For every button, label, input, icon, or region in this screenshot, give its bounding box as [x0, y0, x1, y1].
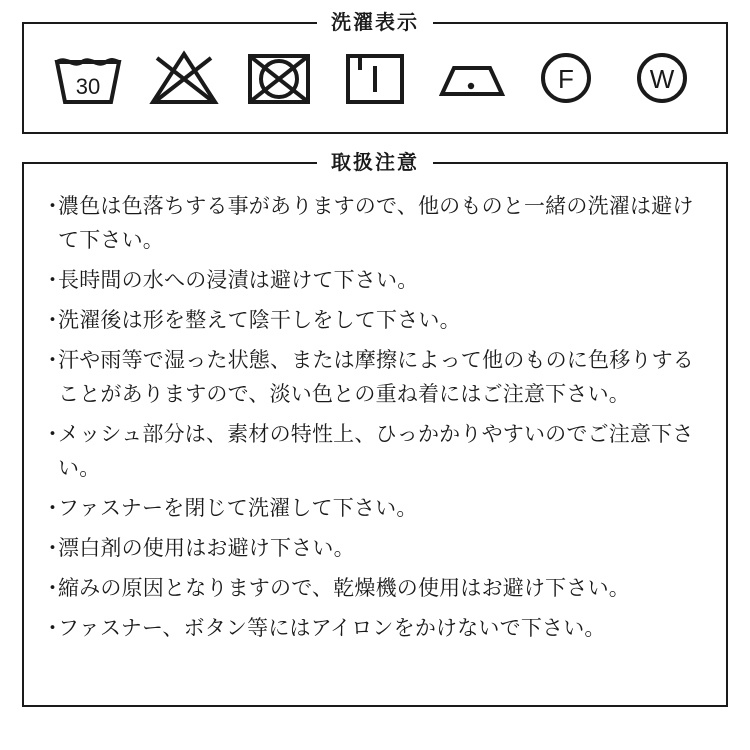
handling-notes-title: 取扱注意 — [317, 149, 433, 177]
list-item-text: メッシュ部分は、素材の特性上、ひっかかりやすいのでご注意下さい。 — [58, 423, 694, 481]
list-item — [42, 344, 710, 412]
list-item-text: ファスナーを閉じて洗濯して下さい。 — [58, 497, 418, 521]
handling-notes-list — [42, 190, 710, 646]
list-bullet: ・ — [42, 537, 64, 561]
list-item — [42, 572, 710, 606]
list-item — [42, 492, 710, 526]
list-item — [42, 190, 710, 258]
handling-notes-panel — [22, 152, 728, 707]
list-item-text: 洗濯後は形を整えて陰干しをして下さい。 — [58, 309, 461, 333]
list-item-text: 汗や雨等で湿った状態、または摩擦によって他のものに色移りすることがありますので、淡い色との重ね着にはご注意下さい。 — [58, 349, 694, 407]
do-not-tumble-dry-icon — [242, 41, 316, 115]
list-item-text: ファスナー、ボタン等にはアイロンをかけないで下さい。 — [58, 617, 606, 641]
list-item — [42, 612, 710, 646]
list-item-text: 縮みの原因となりますので、乾燥機の使用はお避け下さい。 — [58, 577, 630, 601]
list-item-text: 濃色は色落ちする事がありますので、他のものと一緒の洗濯は避けて下さい。 — [58, 195, 694, 253]
iron-low-icon — [434, 41, 508, 115]
do-not-bleach-icon — [147, 41, 221, 115]
svg-text:F: F — [558, 64, 575, 94]
list-bullet: ・ — [42, 423, 64, 447]
list-item — [42, 264, 710, 298]
drip-dry-in-shade-icon — [338, 41, 412, 115]
list-bullet: ・ — [42, 577, 64, 601]
list-item — [42, 532, 710, 566]
wet-clean-w-icon — [625, 41, 699, 115]
list-item — [42, 418, 710, 486]
list-item — [42, 304, 710, 338]
svg-text:30: 30 — [75, 74, 101, 99]
wash-30-icon — [51, 41, 125, 115]
list-bullet: ・ — [42, 309, 64, 333]
list-bullet: ・ — [42, 269, 64, 293]
care-symbols-panel — [22, 12, 728, 134]
dry-clean-f-icon — [529, 41, 603, 115]
list-bullet: ・ — [42, 497, 64, 521]
care-symbols-row — [24, 24, 726, 132]
care-symbols-title: 洗濯表示 — [317, 9, 433, 37]
list-item-text: 長時間の水への浸漬は避けて下さい。 — [58, 269, 419, 293]
list-bullet: ・ — [42, 617, 64, 641]
list-item-text: 漂白剤の使用はお避け下さい。 — [58, 537, 355, 561]
list-bullet: ・ — [42, 195, 64, 218]
svg-text:W: W — [649, 64, 675, 94]
list-bullet: ・ — [42, 349, 64, 373]
